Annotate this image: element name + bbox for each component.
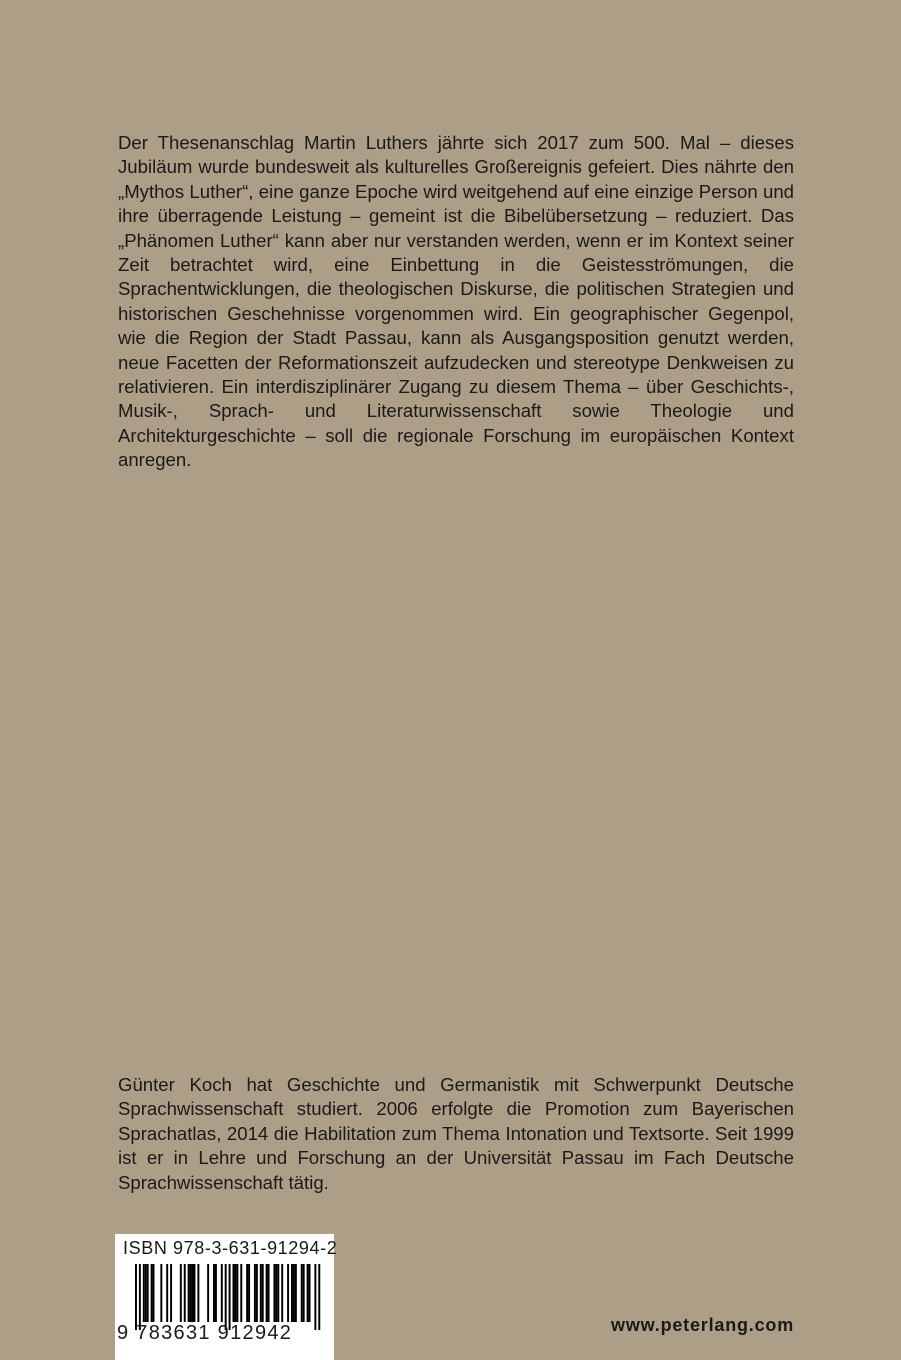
barcode-bar <box>170 1264 172 1322</box>
barcode-bar <box>180 1264 182 1322</box>
barcode-bar <box>236 1264 238 1322</box>
isbn-barcode <box>115 1234 338 1360</box>
barcode-bar <box>281 1264 283 1322</box>
barcode-bar <box>246 1264 248 1322</box>
barcode-bar <box>194 1264 196 1322</box>
barcode-bar <box>147 1264 149 1322</box>
barcode-bar <box>207 1264 209 1322</box>
barcode-bar <box>293 1264 295 1322</box>
barcode-bar <box>314 1264 316 1330</box>
barcode-bar <box>277 1264 279 1322</box>
barcode-bar <box>301 1264 303 1322</box>
barcode-bar <box>309 1264 311 1322</box>
barcode-bar <box>213 1264 215 1322</box>
barcode-bar <box>160 1264 162 1322</box>
publisher-url: www.peterlang.com <box>611 1315 794 1335</box>
barcode-bar <box>188 1264 190 1322</box>
barcode-bar <box>266 1264 268 1322</box>
barcode-bar <box>221 1264 223 1322</box>
barcode-bar <box>273 1264 275 1322</box>
barcode-bar <box>135 1264 137 1330</box>
barcode-bar <box>307 1264 309 1322</box>
barcode-bar <box>254 1264 256 1322</box>
barcode-bar <box>145 1264 147 1322</box>
isbn-label: ISBN 978-3-631-91294-2 <box>123 1238 338 1258</box>
barcode-bar <box>268 1264 270 1322</box>
barcode-bar <box>295 1264 297 1322</box>
barcode-bar <box>275 1264 277 1322</box>
barcode-bar <box>318 1264 320 1330</box>
barcode-bar <box>260 1264 262 1322</box>
back-cover-blurb: Der Thesenanschlag Martin Luthers jährte sich 2017 zum 500. Mal – dieses Jubiläum wurde bundesweit als kulturelles Großereignis gefeiert. Dies nährte den „Mythos Luther“, eine ganze Epoche wird weitgehend auf eine einzige Person und ihre überragende Leistung – gemeint ist die Bibelübersetzung – reduziert. Das „Phänomen Luther“ kann aber nur verstanden werden, wenn er im Kontext seiner Zeit betrachtet wird, eine Einbettung in die Geistesströmungen, die Sprachentwicklungen, die theologischen Diskurse, die politischen Strategien und historischen Geschehnisse vorgenommen wird. Ein geographischer Gegenpol, wie die Region der Stadt Passau, kann als Ausgangsposition genutzt werden, neue Facetten der Reformationszeit aufzudecken und stereotype Denkweisen zu relativieren. Ein interdisziplinärer Zugang zu diesem Thema – über Geschichts-, Musik-, Sprach- und Literaturwissenschaft sowie Theologie und Architekturgeschichte – soll die regionale Forschung im europäischen Kontext anregen. <box>118 132 794 471</box>
barcode-bar <box>234 1264 236 1322</box>
author-bio: Günter Koch hat Geschichte und Germanistik mit Schwerpunkt Deutsche Sprachwissenschaft studiert. 2006 erfolgte die Promotion zum Bayerischen Sprachatlas, 2014 die Habilitation zum Thema Intonation und Textsorte. Seit 1999 ist er in Lehre und Forschung an der Universität Passau im Fach Deutsche Sprachwissenschaft tätig. <box>118 1074 794 1193</box>
barcode-bar <box>192 1264 194 1322</box>
barcode-bar <box>291 1264 293 1322</box>
barcode-bar <box>197 1264 199 1322</box>
barcode-bar <box>233 1264 235 1322</box>
barcode-bar <box>229 1264 231 1330</box>
barcode-bar <box>256 1264 258 1322</box>
barcode-bar <box>153 1264 155 1322</box>
barcode-bar <box>225 1264 227 1330</box>
ean-digits: 9 783631 912942 <box>117 1322 293 1344</box>
barcode-bar <box>215 1264 217 1322</box>
barcode-bar <box>240 1264 242 1322</box>
barcode-bar <box>151 1264 153 1322</box>
barcode-bar <box>303 1264 305 1322</box>
barcode-bar <box>248 1264 250 1322</box>
barcode-bar <box>184 1264 186 1322</box>
barcode-bar <box>287 1264 289 1322</box>
barcode-bar <box>139 1264 141 1330</box>
barcode-bar <box>262 1264 264 1322</box>
barcode-bar <box>143 1264 145 1322</box>
barcode-bar <box>166 1264 168 1322</box>
barcode-bar <box>190 1264 192 1322</box>
